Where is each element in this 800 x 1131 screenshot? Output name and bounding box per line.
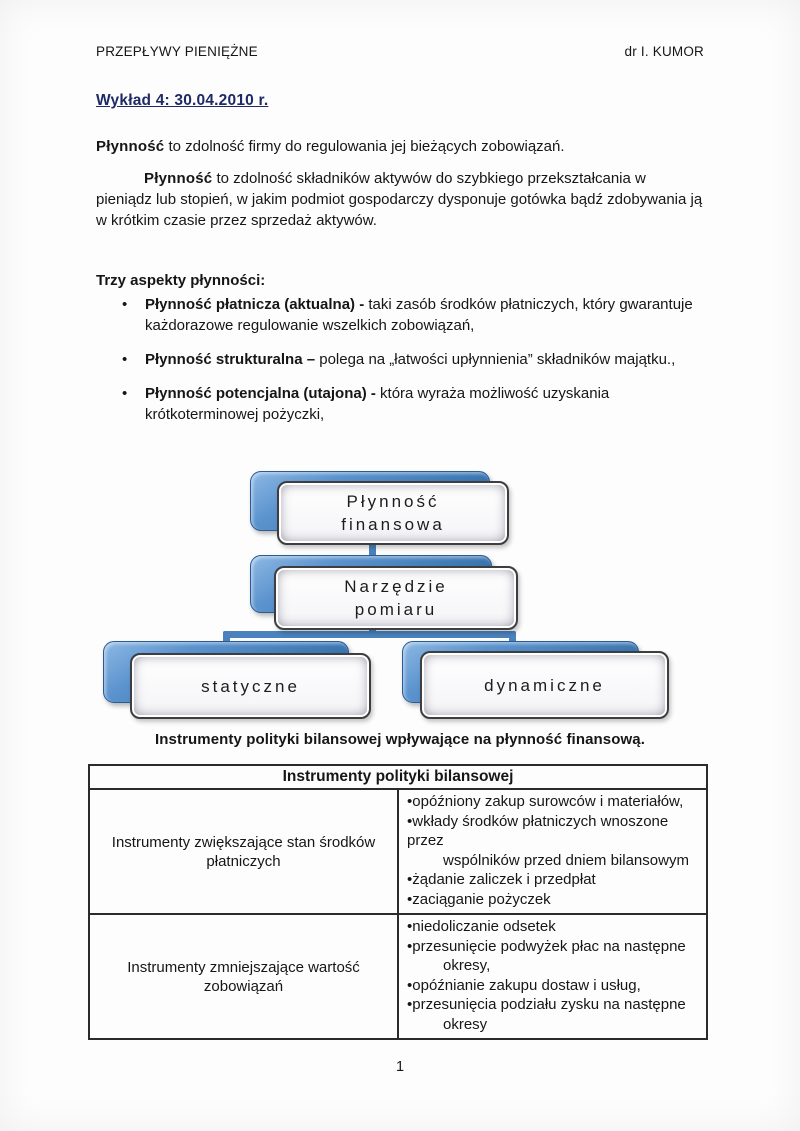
definition-paragraph-2 — [96, 168, 704, 231]
diagram-node-narzedzie-pomiaru — [250, 555, 515, 627]
bullet-text: niedoliczanie odsetek — [412, 918, 556, 935]
connector-horizontal-line — [223, 631, 516, 638]
page-number: 1 — [395, 1059, 405, 1075]
row-bullets-increasing — [398, 789, 707, 914]
node-label: Narzędzie pomiaru — [344, 577, 448, 619]
bullet-icon: • — [407, 937, 413, 955]
table-bullet-line — [407, 976, 700, 996]
row-label-decreasing: Instrumenty zmniejszające wartość zobowiązań — [89, 914, 398, 1039]
bullet-icon: • — [407, 996, 413, 1013]
document-header — [0, 0, 800, 59]
row-label-increasing: Instrumenty zwiększające stan środków płatniczych — [89, 789, 398, 914]
term-plynnosc-1: Płynność — [96, 138, 165, 155]
bullet-icon: • — [407, 871, 413, 888]
table-header-cell: Instrumenty polityki bilansowej — [89, 765, 707, 789]
node-label: statyczne — [201, 676, 300, 696]
aspect-term: Płynność płatnicza (aktualna) - — [145, 296, 369, 313]
table-bullet-line — [407, 870, 700, 890]
aspect-description: polega na „łatwości upłynnienia” składników majątku., — [319, 351, 676, 368]
table-bullet-line — [407, 792, 700, 812]
bullet-icon: • — [122, 296, 128, 313]
lecture-title: Wykład 4: 30.04.2010 r. — [96, 92, 269, 109]
definition-text-2: to zdolność składników aktywów do szybkiego przekształcania w pieniądz lub stopień, w jakim podmiot gospodarczy dysponuje gotówka bądź zdobywania ją w krótkim czasie przez sprzedaż aktywów. — [96, 170, 703, 229]
aspect-term: Płynność potencjalna (utajona) - — [145, 385, 381, 402]
list-item-plynnosc-platnicza — [120, 294, 704, 336]
bullet-text: żądanie zaliczek i przedpłat — [412, 871, 596, 888]
bullet-icon: • — [407, 793, 413, 810]
list-item-plynnosc-strukturalna — [120, 349, 704, 370]
table-row — [89, 914, 707, 1039]
bullet-icon: • — [407, 812, 413, 830]
bullet-text: opóźniony zakup surowców i materiałów, — [412, 793, 684, 810]
header-course-title: PRZEPŁYWY PIENIĘŻNE — [96, 44, 258, 59]
bullet-continuation-text: wspólników przed dniem bilansowym — [443, 851, 689, 869]
bullet-icon: • — [407, 976, 413, 994]
header-lecturer-name: dr I. KUMOR — [624, 44, 704, 59]
bullet-continuation-text: okresy, — [443, 957, 491, 974]
definition-text-1: to zdolność firmy do regulowania jej bieżących zobowiązań. — [164, 138, 565, 155]
node-face-box — [420, 651, 669, 719]
bullet-continuation-text: okresy — [443, 1015, 488, 1033]
term-plynnosc-2: Płynność — [144, 170, 213, 187]
aspect-description: taki zasób środków płatniczych, który gwarantuje każdorazowe regulowanie wszelkich zobowiązań, — [145, 296, 693, 334]
table-header-row — [89, 765, 707, 789]
table-bullet-line — [407, 917, 700, 937]
node-face-box — [277, 481, 509, 545]
node-label: Płynność finansowa — [341, 492, 445, 534]
diagram-node-plynnosc-finansowa — [250, 471, 506, 542]
table-bullet-line — [407, 812, 700, 851]
definition-paragraph-1 — [96, 136, 704, 157]
row-bullets-decreasing — [398, 914, 707, 1039]
diagram-node-statyczne — [103, 641, 368, 716]
table-bullet-line — [407, 890, 700, 910]
table-row — [89, 789, 707, 914]
table-bullet-line — [407, 995, 700, 1015]
bullet-text: przesunięcie podwyżek płac na następne — [412, 937, 686, 955]
table-caption: Instrumenty polityki bilansowej wpływające na płynność finansową. — [155, 731, 645, 748]
bullet-text: wkłady środków płatniczych wnoszone przez — [407, 812, 669, 849]
hierarchy-diagram — [95, 465, 705, 717]
node-label: dynamiczne — [484, 675, 605, 695]
aspect-term: Płynność strukturalna – — [145, 351, 320, 368]
bullet-icon: • — [122, 385, 128, 402]
bullet-icon: • — [407, 890, 413, 908]
aspect-description: która wyraża możliwość uzyskania krótkoterminowej pożyczki, — [145, 385, 610, 423]
list-item-plynnosc-potencjalna — [120, 383, 704, 425]
bullet-text: zaciąganie pożyczek — [412, 890, 551, 908]
node-face-box — [130, 653, 371, 719]
table-bullet-line — [407, 937, 700, 957]
bullet-text: przesunięcia podziału zysku na następne — [412, 996, 686, 1013]
diagram-node-dynamiczne — [402, 641, 666, 716]
bullet-icon: • — [122, 351, 128, 368]
aspects-heading: Trzy aspekty płynności: — [96, 272, 266, 289]
instruments-table — [88, 764, 708, 1040]
node-face-box — [274, 566, 518, 630]
bullet-text: opóźnianie zakupu dostaw i usług, — [412, 976, 641, 994]
bullet-icon: • — [407, 918, 413, 935]
aspects-list — [120, 294, 704, 425]
